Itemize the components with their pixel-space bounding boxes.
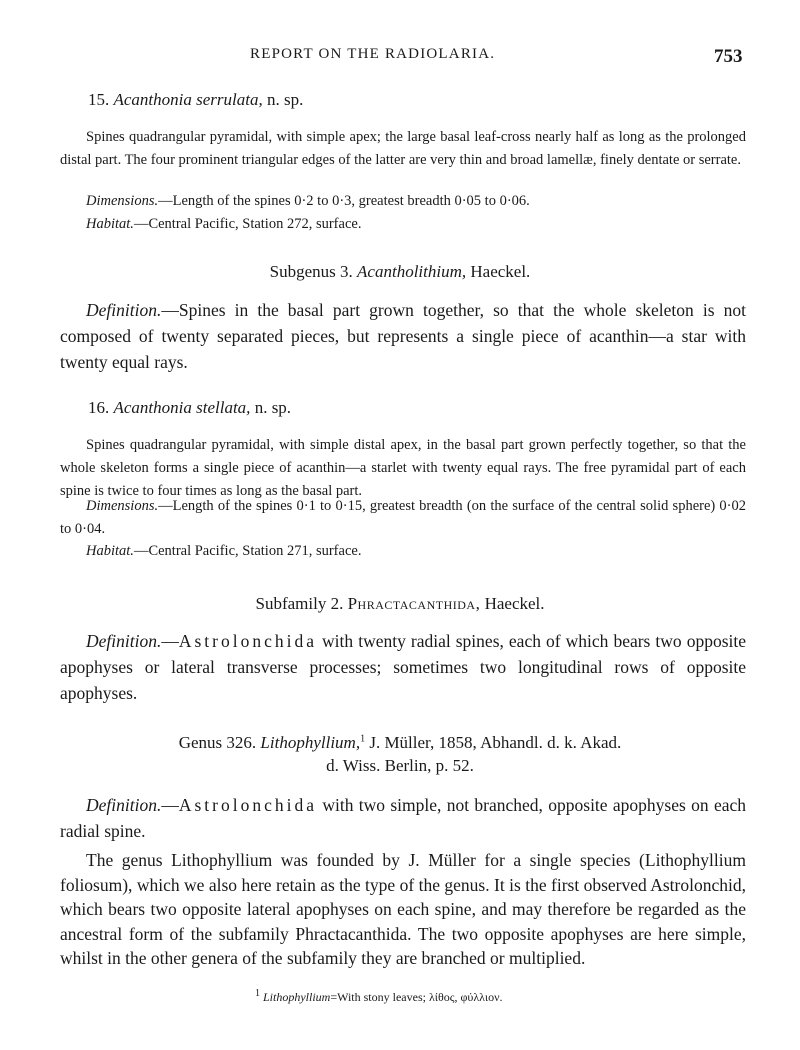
subgenus-author: Haeckel. — [470, 262, 531, 281]
subfamily-name: Phractacanthida, — [347, 594, 481, 613]
definition-text: with twenty radial spines, each of which bears two opposite apophyses or lateral transverse processes; sometimes two longitudinal rows of opposite apophyses. — [60, 631, 747, 703]
definition-term: Astrolonchida — [178, 795, 317, 815]
genus-prefix: Genus 326. — [178, 733, 257, 752]
species-16-heading — [88, 398, 291, 418]
subgenus-prefix: Subgenus 3. — [269, 262, 353, 281]
definition-term: Astrolonchida — [178, 631, 317, 651]
subfamily-2-heading — [0, 594, 800, 614]
definition-label: Definition. — [86, 631, 162, 651]
subfamily-prefix: Subfamily 2. — [255, 594, 344, 613]
genus-326-definition: Definition.—Astrolonchida with two simple, not branched, opposite apophyses on each radial spine. — [60, 795, 747, 841]
definition-text: —Spines in the basal part grown together, so that the whole skeleton is not composed of twenty separated pieces, but represents a single piece of acanthin—a star with twenty equal rays. — [60, 300, 746, 372]
page-number: 753 — [714, 46, 743, 67]
species-suffix: n. sp. — [266, 90, 304, 109]
dimensions-label: Dimensions. — [86, 193, 159, 209]
definition-label: Definition. — [86, 300, 162, 320]
habitat-text: —Central Pacific, Station 271, surface. — [133, 543, 362, 559]
subgenus-name: Acantholithium, — [357, 262, 467, 281]
dimensions-text: —Length of the spines 0·2 to 0·3, greatest breadth 0·05 to 0·06. — [158, 193, 530, 209]
dimensions-text: —Length of the spines 0·1 to 0·15, greatest breadth (on the surface of the central solid sphere) 0·02 to 0·04. — [60, 498, 746, 537]
species-16-dimensions — [60, 495, 746, 541]
genus-name: Lithophyllium, — [260, 733, 361, 752]
subgenus-3-heading — [0, 262, 800, 282]
species-15-description: Spines quadrangular pyramidal, with simple apex; the large basal leaf-cross nearly half as long as the prolonged distal part. The four prominent triangular edges of the latter are very thin and broad lamellæ, finely dentate or serrate. — [60, 129, 746, 168]
species-number: 15. — [88, 90, 110, 109]
species-name: Acanthonia serrulata, — [113, 90, 263, 109]
definition-label: Definition. — [86, 795, 162, 815]
running-header: REPORT ON THE RADIOLARIA. — [250, 46, 496, 62]
species-suffix: n. sp. — [254, 398, 292, 417]
habitat-label: Habitat. — [86, 543, 134, 559]
genus-326-paragraph: The genus Lithophyllium was founded by J. Müller for a single species (Lithophyllium foliosum), which we also here retain as the type of the genus. It is the first observed Astrolonchid, which bears two opposite lateral apophyses on each spine, and may therefore be regarded as the ancestral form of the subfamily Phractacanthida. The two opposite apophyses are here simple, whilst in the other genera of the subfamily they are branched or multiplied. — [60, 850, 746, 968]
footnote-greek: λίθος, φύλλιον. — [428, 990, 503, 1004]
dimensions-label: Dimensions. — [86, 498, 159, 514]
genus-326-heading — [0, 733, 800, 753]
subgenus-3-definition — [60, 297, 746, 375]
habitat-label: Habitat. — [86, 216, 134, 232]
species-15-heading — [88, 90, 303, 110]
habitat-text: —Central Pacific, Station 272, surface. — [133, 216, 362, 232]
footnote — [255, 990, 503, 1005]
species-16-habitat — [60, 540, 746, 563]
species-name: Acanthonia stellata, — [113, 398, 251, 417]
footnote-term: Lithophyllium — [263, 990, 331, 1004]
genus-citation-line1: J. Müller, 1858, Abhandl. d. k. Akad. — [369, 733, 622, 752]
species-15-habitat — [60, 213, 746, 236]
subfamily-2-definition: Definition.—Astrolonchida with twenty radial spines, each of which bears two opposite apophyses or lateral transverse processes; sometimes two longitudinal rows of opposite apophyses. — [60, 631, 747, 703]
species-16-description: Spines quadrangular pyramidal, with simple distal apex, in the basal part grown perfectly together, so that the whole skeleton forms a single piece of acanthin—a starlet with twenty equal rays. The free pyramidal part of each spine is twice to four times as long as the basal part. — [60, 437, 746, 499]
footnote-reference[interactable]: 1 — [360, 733, 366, 745]
species-15-dimensions — [60, 190, 746, 213]
genus-326-citation-line2: d. Wiss. Berlin, p. 52. — [326, 756, 474, 775]
species-number: 16. — [88, 398, 110, 417]
footnote-text: =With stony leaves; — [330, 990, 426, 1004]
definition-text: with two simple, not branched, opposite apophyses on each radial spine. — [60, 795, 747, 841]
subfamily-author: Haeckel. — [484, 594, 545, 613]
footnote-mark: 1 — [255, 988, 260, 999]
